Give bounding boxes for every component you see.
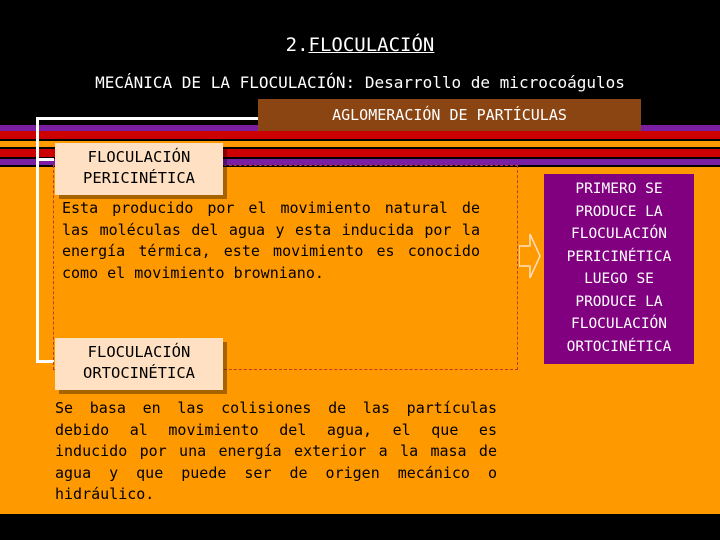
pericinetica-description: Esta producido por el movimiento natural de las moléculas del agua y esta inducida por la energía térmica, este movimiento es conocido como el movimiento browniano. xyxy=(62,199,480,282)
ortocinetica-label-line2: ORTOCINÉTICA xyxy=(83,364,195,382)
connector-top xyxy=(36,117,258,120)
banner-aglomeracion: AGLOMERACIÓN DE PARTÍCULAS xyxy=(258,99,641,131)
slide-title xyxy=(0,34,720,56)
arrow-right-icon xyxy=(519,232,541,280)
connector-peri xyxy=(36,158,54,161)
slide-subtitle: MECÁNICA DE LA FLOCULACIÓN: Desarrollo de microcoágulos xyxy=(95,73,625,92)
title-number: 2. xyxy=(285,34,309,56)
title-text: FLOCULACIÓN xyxy=(308,34,435,56)
ortocinetica-label-line1: FLOCULACIÓN xyxy=(87,343,191,361)
summary-line: PERICINÉTICA xyxy=(566,248,672,265)
pericinetica-label xyxy=(55,143,223,195)
summary-line: FLOCULACIÓN xyxy=(570,226,668,242)
connector-orto xyxy=(36,360,54,363)
summary-line: ORTOCINÉTICA xyxy=(566,338,672,355)
summary-line: PRIMERO SE xyxy=(575,181,663,197)
ortocinetica-description: Se basa en las colisiones de las partículas debido al movimiento del agua, el que es inducido por una energía exterior a la masa de agua y que puede ser de origen mecánico o hidráulico. xyxy=(55,399,497,503)
ortocinetica-label xyxy=(55,338,223,390)
connector-vertical xyxy=(36,117,39,363)
stripe-red-1 xyxy=(0,131,720,139)
pericinetica-label-line2: PERICINÉTICA xyxy=(83,169,195,187)
summary-line: LUEGO SE xyxy=(584,271,654,287)
summary-box xyxy=(544,174,694,364)
summary-line: PRODUCE LA xyxy=(575,203,663,220)
summary-line: FLOCULACIÓN xyxy=(570,316,668,332)
pericinetica-label-line1: FLOCULACIÓN xyxy=(87,148,191,166)
summary-line: PRODUCE LA xyxy=(575,293,663,310)
